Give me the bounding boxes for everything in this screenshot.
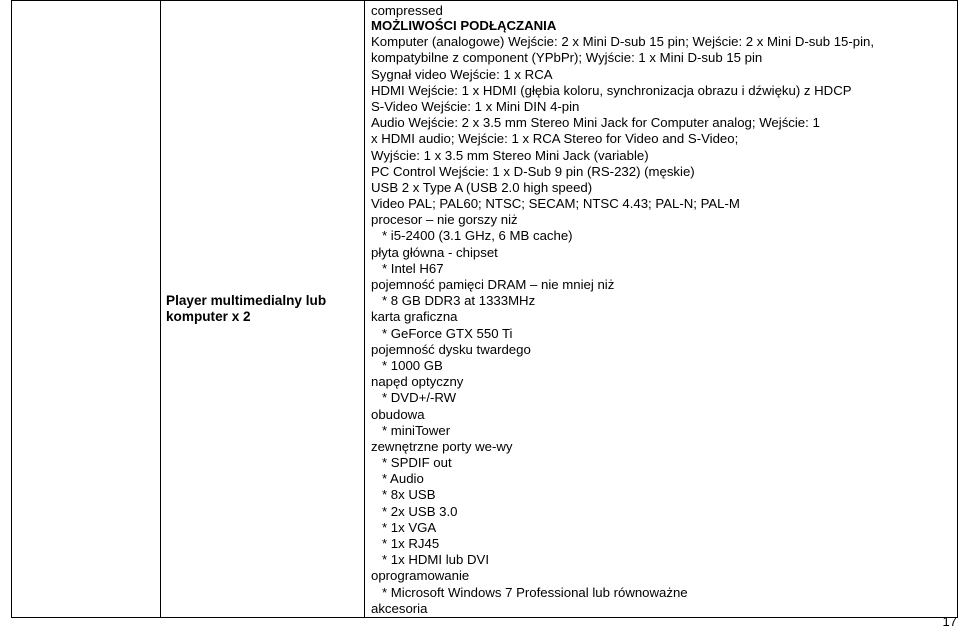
spec-line: obudowa <box>371 406 425 422</box>
specification-table <box>11 0 958 618</box>
spec-line: akcesoria <box>371 600 428 616</box>
item-name: Player multimedialny lub komputer x 2 <box>166 292 327 324</box>
spec-line: pojemność pamięci DRAM – nie mniej niż <box>371 277 615 292</box>
spec-line: zewnętrzne porty we-wy <box>371 438 513 454</box>
spec-line: oprogramowanie <box>371 568 470 584</box>
spec-line: USB 2 x Type A (USB 2.0 high speed) <box>371 179 593 195</box>
spec-line: compressed <box>371 3 443 18</box>
specification-lines <box>371 3 951 617</box>
spec-line: Audio Wejście: 2 x 3.5 mm Stereo Mini Jack for Computer analog; Wejście: 1 <box>371 115 820 131</box>
spec-line: * 1x RJ45 <box>371 536 440 551</box>
specification-cell <box>365 1 958 618</box>
page-number: 17 <box>942 614 957 629</box>
spec-line: * Audio <box>371 471 424 487</box>
spec-line: * 8 GB DDR3 at 1333MHz <box>371 293 536 309</box>
spec-line: MOŻLIWOŚCI PODŁĄCZANIA <box>371 18 557 33</box>
spec-line: procesor – nie gorszy niż <box>371 212 518 228</box>
spec-line: * miniTower <box>371 422 451 438</box>
spec-line: * GeForce GTX 550 Ti <box>371 325 513 341</box>
spec-line: Komputer (analogowe) Wejście: 2 x Mini D-sub 15 pin; Wejście: 2 x Mini D-sub 15-pin, <box>371 34 875 50</box>
spec-line: S-Video Wejście: 1 x Mini DIN 4-pin <box>371 98 580 114</box>
item-name-cell <box>161 1 365 618</box>
spec-line: * Microsoft Windows 7 Professional lub równoważne <box>371 584 688 600</box>
spec-line: * SPDIF out <box>371 455 452 471</box>
spec-line: płyta główna - chipset <box>371 244 498 260</box>
spec-line: * 1x VGA <box>371 519 437 535</box>
spec-line: x HDMI audio; Wejście: 1 x RCA Stereo for Video and S-Video; <box>371 131 739 147</box>
spec-line: * i5-2400 (3.1 GHz, 6 MB cache) <box>371 228 573 244</box>
spec-line: * 1x HDMI lub DVI <box>371 552 489 568</box>
spec-line: napęd optyczny <box>371 374 464 390</box>
spec-line: kompatybilne z component (YPbPr); Wyjście: 1 x Mini D-sub 15 pin <box>371 50 763 66</box>
spec-line: * Intel H67 <box>371 260 444 276</box>
spec-line: karta graficzna <box>371 309 458 325</box>
spec-line: PC Control Wejście: 1 x D-Sub 9 pin (RS-232) (męskie) <box>371 163 695 179</box>
spec-line: * 2x USB 3.0 <box>371 503 458 519</box>
row-number-cell <box>12 1 161 618</box>
spec-line: Sygnał video Wejście: 1 x RCA <box>371 66 553 82</box>
spec-line: * 1000 GB <box>371 357 443 373</box>
spec-line: * 8x USB <box>371 487 436 503</box>
spec-line: pojemność dysku twardego <box>371 341 531 357</box>
spec-line: HDMI Wejście: 1 x HDMI (głębia koloru, synchronizacja obrazu i dźwięku) z HDCP <box>371 82 852 98</box>
spec-line: Video PAL; PAL60; NTSC; SECAM; NTSC 4.43; PAL-N; PAL-M <box>371 196 740 212</box>
table-row <box>12 1 958 618</box>
spec-line: * DVD+/-RW <box>371 390 457 406</box>
spec-line: Wyjście: 1 x 3.5 mm Stereo Mini Jack (variable) <box>371 147 649 163</box>
